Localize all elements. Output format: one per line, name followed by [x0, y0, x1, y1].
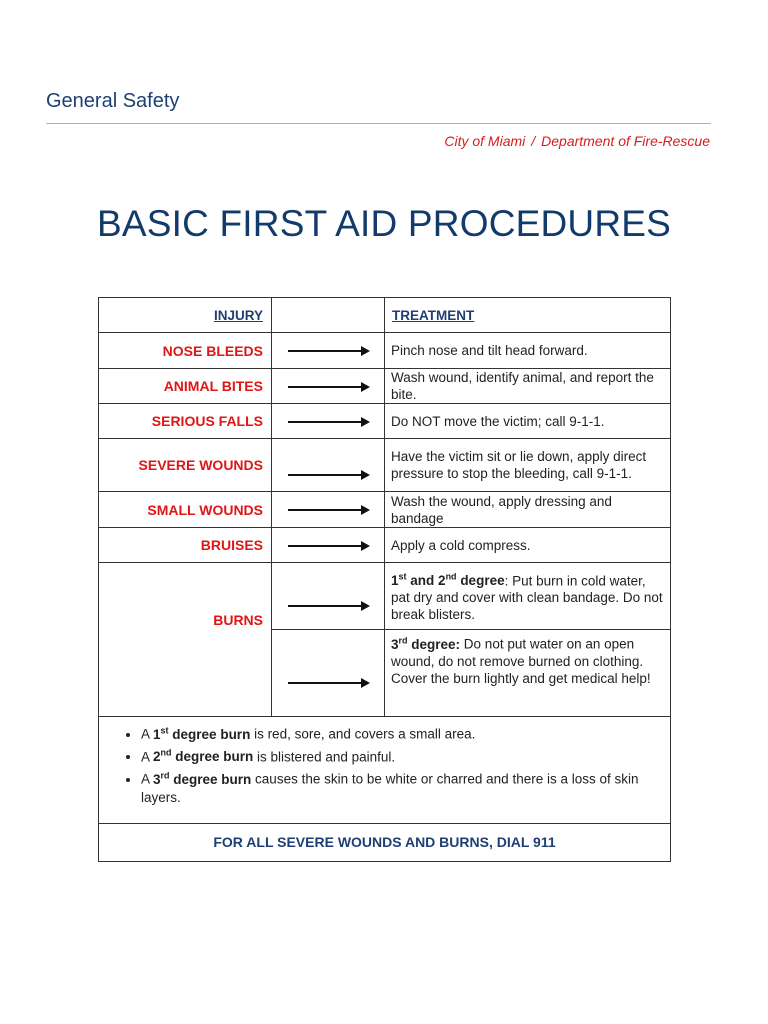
- note-text: is blistered and painful.: [253, 749, 396, 764]
- table-row: [99, 492, 671, 528]
- treatment-text: : Put burn in cold water, pat dry and cover with clean bandage. Do not break blisters.: [391, 573, 663, 623]
- treatment-text: Do not put water on an open wound, do not remove burned on clothing. Cover the burn lightly and get medical help!: [391, 636, 651, 686]
- right-arrow-icon: [288, 682, 368, 684]
- degree-number: 1: [391, 573, 399, 589]
- treatment-cell: Wash the wound, apply dressing and bandage: [385, 492, 671, 528]
- injury-cell: SERIOUS FALLS: [99, 404, 272, 439]
- degree-suffix: st: [160, 725, 169, 735]
- treatment-cell: Do NOT move the victim; call 9-1-1.: [385, 404, 671, 439]
- degree-number: 1: [153, 726, 161, 742]
- section-title: General Safety: [46, 90, 180, 112]
- note-text: causes the skin to be white or charred and there is a loss of skin layers.: [141, 771, 639, 805]
- table-row-footer: [99, 823, 671, 861]
- degree-suffix: st: [398, 571, 407, 582]
- table-row: [99, 528, 671, 563]
- column-header-treatment: TREATMENT: [385, 298, 671, 333]
- treatment-cell: Have the victim sit or lie down, apply direct pressure to stop the bleeding, call 9-1-1.: [385, 439, 671, 492]
- injury-cell: NOSE BLEEDS: [99, 333, 272, 369]
- column-header-arrow: [272, 298, 385, 333]
- agency-department: Department of Fire-Rescue: [541, 133, 710, 149]
- table-row: [99, 369, 671, 404]
- degree-number: 3: [391, 636, 399, 652]
- right-arrow-icon: [288, 421, 368, 423]
- note-bold: degree burn: [169, 771, 252, 787]
- list-item: [141, 766, 660, 807]
- degree-number: 2: [153, 749, 161, 764]
- list-item: [141, 744, 660, 767]
- degree-suffix: nd: [160, 747, 172, 758]
- injury-cell: SMALL WOUNDS: [99, 492, 272, 528]
- arrow-cell: [272, 528, 385, 563]
- injury-cell-empty: [99, 630, 272, 717]
- table-row-burns-1: [99, 563, 671, 630]
- degree-suffix: rd: [398, 635, 408, 645]
- injury-cell: BURNS: [99, 563, 272, 630]
- list-item: [141, 721, 660, 744]
- degree-number: 2: [438, 573, 446, 589]
- arrow-cell: [272, 404, 385, 439]
- table-row: [99, 404, 671, 439]
- agency-separator: /: [531, 133, 536, 149]
- right-arrow-icon: [288, 386, 368, 388]
- treatment-cell: Wash wound, identify animal, and report the bite.: [385, 369, 671, 404]
- emergency-footer: FOR ALL SEVERE WOUNDS AND BURNS, DIAL 911: [99, 823, 671, 861]
- table-row-burns-2: [99, 630, 671, 717]
- degree-label: degree:: [407, 636, 461, 652]
- degree-suffix: nd: [445, 571, 457, 582]
- note-text: is red, sore, and covers a small area.: [250, 726, 476, 742]
- right-arrow-icon: [288, 605, 368, 607]
- table-row-notes: [99, 717, 671, 824]
- injury-cell: SEVERE WOUNDS: [99, 439, 272, 492]
- degree-label: degree: [456, 573, 505, 589]
- treatment-cell-first-second-degree: [385, 563, 671, 630]
- injury-cell: ANIMAL BITES: [99, 369, 272, 404]
- agency-city: City of Miami: [444, 133, 526, 149]
- burn-degree-notes: [99, 717, 671, 824]
- right-arrow-icon: [288, 545, 368, 547]
- header-divider: [46, 123, 711, 124]
- degree-number: 3: [153, 771, 161, 787]
- page-title: BASIC FIRST AID PROCEDURES: [96, 203, 672, 244]
- column-header-injury: INJURY: [99, 298, 272, 333]
- right-arrow-icon: [288, 509, 368, 511]
- injury-cell: BRUISES: [99, 528, 272, 563]
- arrow-cell: [272, 563, 385, 630]
- arrow-cell: [272, 492, 385, 528]
- table-row: [99, 439, 671, 492]
- arrow-cell: [272, 630, 385, 717]
- arrow-cell: [272, 369, 385, 404]
- note-prefix: A: [141, 749, 154, 764]
- first-aid-table: [98, 297, 671, 862]
- table-header-row: [99, 298, 671, 333]
- treatment-cell: Apply a cold compress.: [385, 528, 671, 563]
- note-prefix: A: [141, 726, 154, 742]
- treatment-cell-third-degree: [385, 630, 671, 717]
- treatment-cell: Pinch nose and tilt head forward.: [385, 333, 671, 369]
- table-row: [99, 333, 671, 369]
- arrow-cell: [272, 333, 385, 369]
- note-prefix: A: [141, 771, 154, 787]
- arrow-cell: [272, 439, 385, 492]
- degree-suffix: rd: [160, 770, 170, 780]
- note-bold: degree burn: [171, 749, 254, 764]
- agency-line: [444, 133, 710, 149]
- note-bold: degree burn: [168, 726, 251, 742]
- degree-joiner: and: [406, 573, 439, 589]
- right-arrow-icon: [288, 350, 368, 352]
- notes-list: [125, 721, 660, 807]
- right-arrow-icon: [288, 474, 368, 476]
